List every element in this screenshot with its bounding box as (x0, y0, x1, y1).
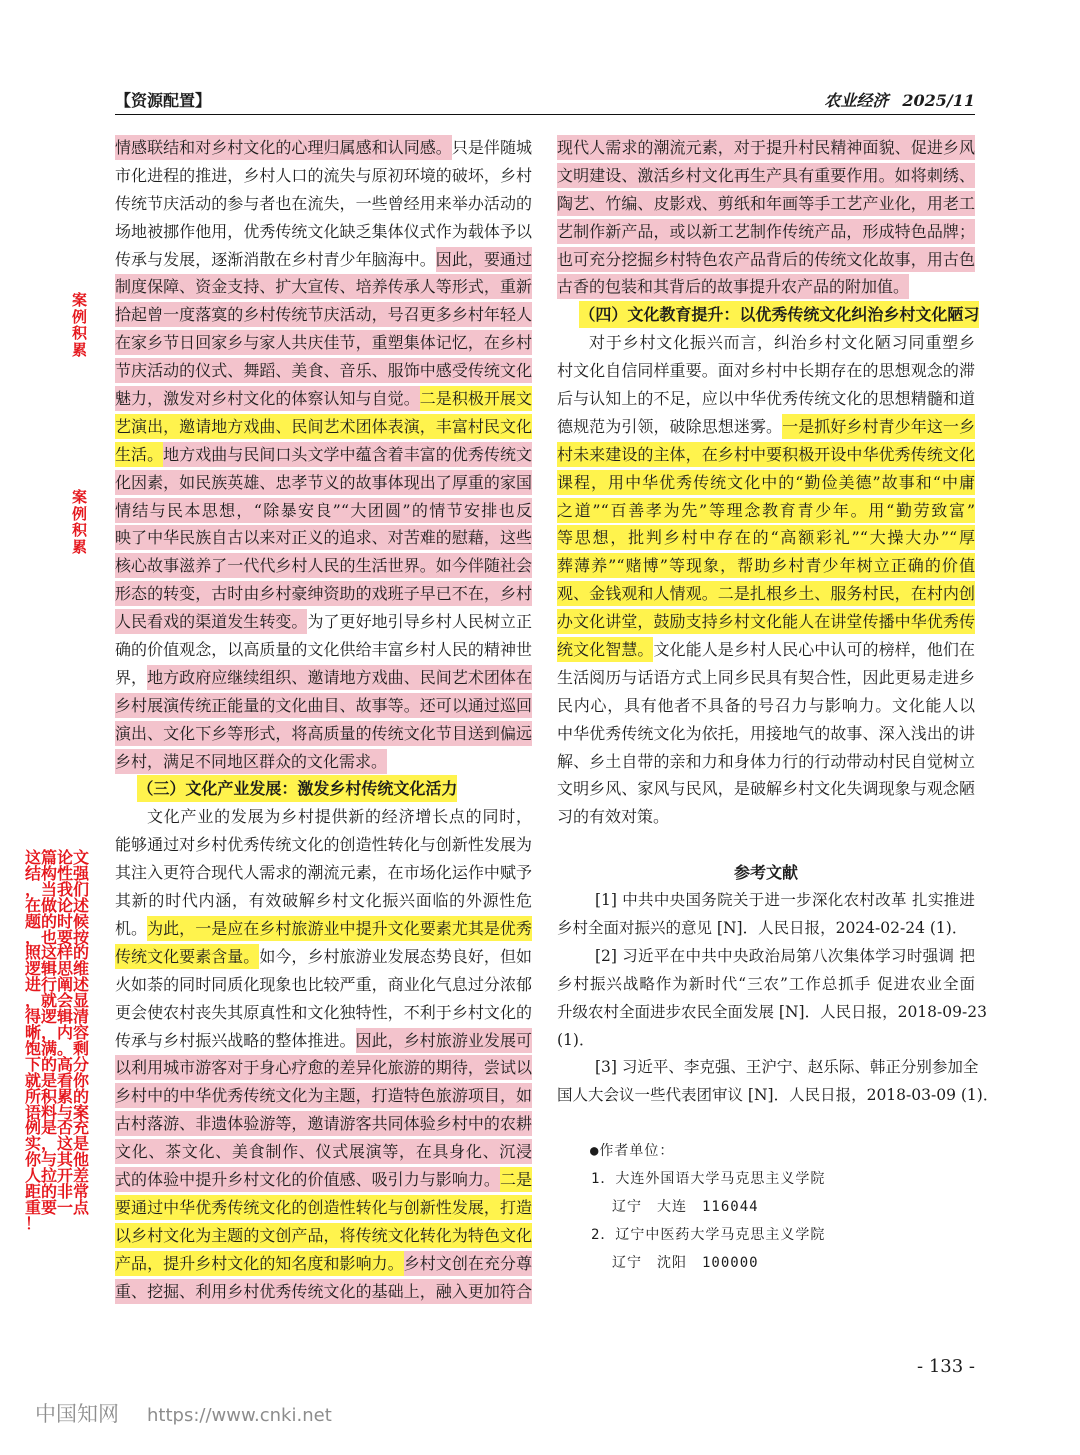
highlighted-text: 人民看戏的渠道发生转变。 (115, 609, 307, 634)
highlighted-text: 情感联结和对乡村文化的心理归属感和认同感。 (115, 135, 452, 160)
highlighted-text: 村未来建设的主体，在乡村中要积极开设中华优秀传统文化 (557, 442, 975, 467)
text-line (115, 971, 532, 999)
text-line (557, 329, 975, 357)
author-affiliation: 2．辽宁中医药大学马克思主义学院 (591, 1226, 826, 1243)
highlighted-text: 生活。 (115, 442, 163, 467)
text-line (115, 580, 532, 608)
reference-line: (1)． (557, 1030, 595, 1049)
text-line (115, 218, 532, 246)
highlighted-text: 核心故事滋养了一代代乡村人民的生活世界。如今伴随社会 (115, 553, 532, 578)
text-line (557, 636, 975, 664)
text-line (115, 246, 532, 274)
text-line (115, 915, 532, 943)
reference-item (557, 943, 987, 1055)
highlighted-text: 艺演出，邀请地方戏曲、民间艺术团体表演，丰富村民文化 (115, 414, 532, 439)
watermark-name: 中国知网 (35, 1402, 119, 1426)
text-line (115, 301, 532, 329)
text-line (557, 413, 975, 441)
text-line (115, 497, 532, 525)
text-run: 如今，乡村旅游业发展态势良好，但如 (259, 946, 532, 966)
highlighted-text: （四）文化教育提升：以优秀传统文化纠治乡村文化陋习 (579, 301, 979, 328)
text-line (115, 1082, 532, 1110)
text-run: 民内心，具有他者不具备的号召力与影响力。文化能人以 (557, 695, 975, 715)
text-run: 传统节庆活动的参与者也在流失，一些曾经用来举办活动的 (115, 193, 532, 213)
text-line (557, 664, 975, 692)
highlighted-text: 在家乡节日回家乡与家人共庆佳节，重塑集体记忆，在乡村 (115, 330, 532, 355)
text-run: 村文化自信同样重要。面对乡村中长期存在的思想观念的滞 (557, 361, 975, 381)
text-run: 能够通过对乡村优秀传统文化的创造性转化与创新性发展为 (115, 835, 532, 855)
text-line (557, 497, 975, 525)
right-column-body (557, 134, 980, 831)
section-heading (115, 775, 532, 803)
highlighted-text: 制度保障、资金支持、扩大宣传、培养传承人等形式，重新 (115, 274, 532, 299)
highlighted-text: 现代人需求的潮流元素，对于提升村民精神面貌、促进乡风 (557, 135, 975, 160)
reference-line: [3] 习近平、李克强、王沪宁、赵乐际、韩正分别参加全 (595, 1058, 979, 1077)
text-line (115, 162, 532, 190)
text-line (115, 552, 532, 580)
text-run: 市化进程的推进，乡村人口的流失与原初环境的破坏，乡村 (115, 165, 532, 185)
author-location: 辽宁 沈阳 100000 (612, 1254, 759, 1271)
text-run: 中华优秀传统文化为依托，用接地气的故事、深入浅出的讲 (557, 723, 975, 743)
text-run: 机。 (115, 918, 148, 938)
highlighted-text: 要通过中华优秀传统文化的创造性转化与创新性发展，打造 (115, 1195, 532, 1220)
text-line (115, 943, 532, 971)
text-line (557, 357, 975, 385)
text-run: 火如荼的同时同质化现象也比较严重，商业化气息过分浓郁 (115, 974, 532, 994)
highlighted-text: 艺制作新产品，或以新工艺制作传统产品，形成特色品牌； (557, 219, 975, 244)
text-line (115, 190, 532, 218)
text-line (115, 134, 532, 162)
text-line (115, 748, 532, 776)
text-line (115, 1278, 532, 1306)
references-title: 参考文献 (733, 863, 798, 883)
text-run: 传承与乡村振兴战略的整体推进。 (115, 1030, 356, 1050)
text-line (115, 720, 532, 748)
highlighted-text: 拾起曾一度落寞的乡村传统节庆活动，号召更多乡村年轻人 (115, 302, 532, 327)
text-line (115, 775, 532, 803)
highlighted-text: 魅力，激发对乡村文化的体察认知与自觉。 (115, 386, 420, 411)
highlighted-text: 葬薄养”“赌博”等现象，帮助乡村青少年树立正确的价值 (557, 553, 975, 578)
reference-line: 乡村振兴战略作为新时代“三农”工作总抓手 促进农业全面 (557, 974, 975, 993)
margin-note-comment: 这篇论文结构性强，当我们在做论述题的时候，也要按照这样的逻辑思维进行阐述，就会显得逻辑清晰，内容饱满。剩下的高分就是看你所积累的语料与案例是否充实，这是你与其他人拉开差距的非常重要一点！ (25, 848, 90, 1233)
text-line (115, 1138, 532, 1166)
highlighted-text: 二是积极开展文 (420, 386, 532, 411)
highlighted-text: 乡村文创在充分尊 (404, 1251, 532, 1276)
text-line (115, 413, 532, 441)
text-line (557, 246, 975, 274)
author-affiliation: 1．大连外国语大学马克思主义学院 (591, 1170, 826, 1187)
margin-note-tag: 案例积累 (72, 488, 88, 556)
text-line (115, 664, 532, 692)
highlighted-text: 地方政府应继续组织、邀请地方戏曲、民间艺术团体在 (147, 665, 532, 690)
text-line (115, 1222, 532, 1250)
reference-item (557, 1054, 999, 1110)
reference-item (557, 887, 975, 943)
highlighted-text: 形态的转变，古时由乡村豪绅资助的戏班子早已不在，乡村 (115, 581, 532, 606)
text-line (115, 273, 532, 301)
references-list (557, 887, 999, 1110)
text-run: 界， (115, 667, 148, 687)
highlighted-text: 情结与民本思想，“除暴安良”“大团圆”的情节安排也反 (115, 498, 532, 523)
text-line (557, 692, 975, 720)
text-line (557, 134, 975, 162)
text-run: 文化能人是乡村人民心中认可的榜样，他们在 (653, 640, 975, 660)
text-line (115, 524, 532, 552)
text-run: 更会使农村丧失其原真性和文化独特性，不利于乡村文化的 (115, 1002, 532, 1022)
text-line (557, 720, 975, 748)
highlighted-text: 以利用城市游客对于身心疗愈的差异化旅游的期待，尝试以 (115, 1055, 532, 1080)
highlighted-text: 重、挖掘、利用乡村优秀传统文化的基础上，融入更加符合 (115, 1279, 532, 1304)
text-line (115, 636, 532, 664)
text-run: 对于乡村文化振兴而言，纠治乡村文化陋习同重塑乡 (589, 333, 975, 353)
journal-name: 农业经济 (824, 91, 889, 110)
issue-number: 2025/11 (902, 91, 975, 110)
text-run: 文明乡风、家风与民风，是破解乡村文化失调现象与观念陋 (557, 779, 975, 799)
section-heading (557, 301, 980, 329)
text-run: 解、乡土自带的亲和力和身体力行的行动带动村民自觉树立 (557, 751, 975, 771)
highlighted-text: 以乡村文化为主题的文创产品，将传统文化转化为特色文化 (115, 1223, 532, 1248)
highlighted-text: 一是抓好乡村青少年这一乡 (782, 414, 975, 439)
paragraph (115, 803, 532, 1305)
highlighted-text: 乡村中的中华优秀传统文化为主题，打造特色旅游项目，如 (115, 1083, 532, 1108)
text-run: 文化产业的发展为乡村提供新的经济增长点的同时， (147, 807, 532, 827)
paragraph (557, 134, 975, 301)
highlighted-text: 文明建设、激活乡村文化再生产具有重要作用。如将刺绣、 (557, 163, 975, 188)
author-location: 辽宁 大连 116044 (612, 1198, 759, 1215)
text-line (115, 1250, 532, 1278)
highlighted-text: 文化、茶文化、美食制作、仪式展演等，在具身化、沉浸 (115, 1139, 532, 1164)
text-run: 只是伴随城 (451, 138, 532, 157)
journal-issue (824, 90, 975, 112)
source-watermark (35, 1398, 332, 1428)
highlighted-text: 乡村，满足不同地区群众的文化需求。 (115, 749, 387, 774)
text-run: 传承与发展，逐渐消散在乡村青少年脑海中。 (115, 249, 436, 269)
text-run: 场地被挪作他用，优秀传统文化缺乏集体仪式作为载体予以 (115, 221, 532, 241)
text-line (115, 1166, 532, 1194)
text-line (115, 999, 532, 1027)
text-run: 其注入更符合现代人需求的潮流元素，在市场化运作中赋予 (115, 863, 532, 883)
text-line (115, 692, 532, 720)
text-run: 德规范为引领，破除思想迷雾。 (557, 416, 783, 436)
text-line (557, 748, 975, 776)
highlighted-text: 古村落游、非遗体验游等，邀请游客共同体验乡村中的农耕 (115, 1111, 532, 1136)
text-line (115, 1027, 532, 1055)
text-line (115, 1054, 532, 1082)
author-units (557, 1138, 975, 1277)
text-line (115, 385, 532, 413)
highlighted-text: 传统文化要素含量。 (115, 944, 259, 969)
highlighted-text: 二是 (500, 1167, 532, 1192)
text-line (557, 190, 975, 218)
highlighted-text: 演出、文化下乡等形式，将高质量的传统文化节目送到偏远 (115, 721, 532, 746)
reference-line: 乡村全面对振兴的意见 [N]．人民日报，2024-02-24 (1)． (557, 918, 968, 937)
text-line (557, 775, 975, 803)
text-run: 为了更好地引导乡村人民树立正 (307, 612, 532, 632)
highlighted-text: 节庆活动的仪式、舞蹈、美食、音乐、服饰中感受传统文化 (115, 358, 532, 383)
text-line (557, 469, 975, 497)
highlighted-text: 课程，用中华优秀传统文化中的“勤俭美德”故事和“中庸 (557, 470, 975, 495)
text-line (557, 385, 975, 413)
highlighted-text: 之道”“百善孝为先”等理念教育青少年。用“勤劳致富” (557, 498, 975, 523)
paragraph (115, 134, 532, 775)
highlighted-text: 统文化智慧。 (557, 637, 653, 662)
text-line (557, 580, 975, 608)
text-line (557, 803, 975, 831)
highlighted-text: 因此，乡村旅游业发展可 (356, 1028, 532, 1053)
highlighted-text: 古香的包装和其背后的故事提升农产品的附加值。 (557, 274, 909, 299)
highlighted-text: 因此，要通过 (436, 247, 532, 272)
text-line (115, 469, 532, 497)
highlighted-text: 产品，提升乡村文化的知名度和影响力。 (115, 1251, 404, 1276)
highlighted-text: 化因素，如民族英雄、忠孝节义的故事体现出了厚重的家国 (115, 470, 532, 495)
author-units-title: ●作者单位： (590, 1143, 675, 1160)
right-column (557, 134, 999, 1278)
text-run: 生活阅历与话语方式上同乡民具有契合性，因此更易走进乡 (557, 667, 975, 687)
highlighted-text: （三）文化产业发展：激发乡村传统文化活力 (137, 775, 457, 802)
text-run: 确的价值观念，以高质量的文化供给丰富乡村人民的精神世 (115, 640, 532, 660)
text-line (115, 608, 532, 636)
text-line (115, 803, 532, 831)
highlighted-text: 观、金钱观和人情观。二是扎根乡土、服务村民，在村内创 (557, 581, 975, 606)
reference-line: [1] 中共中央国务院关于进一步深化农村改革 扎实推进 (595, 891, 975, 910)
text-line (115, 859, 532, 887)
reference-line: [2] 习近平在中共中央政治局第八次集体学习时强调 把 (595, 946, 975, 965)
text-line (557, 552, 975, 580)
reference-line: 升级农村全面进步农民全面发展 [N]．人民日报，2018-09-23 (557, 1002, 987, 1021)
left-column (115, 134, 532, 1305)
text-line (557, 524, 975, 552)
text-line (557, 273, 975, 301)
text-line (115, 1194, 532, 1222)
highlighted-text: 地方戏曲与民间口头文学中蕴含着丰富的优秀传统文 (163, 442, 532, 467)
margin-note-tag: 案例积累 (72, 291, 88, 359)
highlighted-text: 办文化讲堂，鼓励支持乡村文化能人在讲堂传播中华优秀传 (557, 609, 975, 634)
highlighted-text: 式的体验中提升乡村文化的价值感、吸引力与影响力。 (115, 1167, 500, 1192)
highlighted-text: 映了中华民族自古以来对正义的追求、对苦难的慰藉，这些 (115, 525, 532, 550)
highlighted-text: 陶艺、竹编、皮影戏、剪纸和年画等手工艺产业化，用老工 (557, 191, 975, 216)
text-line (115, 887, 532, 915)
text-line (115, 441, 532, 469)
highlighted-text: 为此，一是应在乡村旅游业中提升文化要素尤其是优秀 (147, 916, 532, 941)
references (557, 859, 999, 1110)
text-line (115, 1110, 532, 1138)
text-run: 习的有效对策。 (557, 807, 670, 827)
text-line (557, 441, 975, 469)
reference-line: 国人大会议一些代表团审议 [N]．人民日报，2018-03-09 (1)． (557, 1086, 999, 1105)
highlighted-text: 乡村展演传统正能量的文化曲目、故事等。还可以通过巡回 (115, 693, 532, 718)
watermark-url: https://www.cnki.net (147, 1405, 332, 1426)
page-number: - 133 - (917, 1356, 975, 1377)
paragraph (557, 329, 975, 831)
highlighted-text: 等思想，批判乡村中存在的“高额彩礼”“大操大办”“厚 (557, 525, 975, 550)
text-line (557, 608, 975, 636)
text-line (115, 357, 532, 385)
text-line (557, 162, 975, 190)
section-label: 【资源配置】 (115, 91, 212, 110)
text-line (557, 301, 980, 329)
text-line (115, 831, 532, 859)
text-line (557, 218, 975, 246)
text-run: 其新的时代内涵，有效破解乡村文化振兴面临的外源性危 (115, 891, 532, 911)
highlighted-text: 也可充分挖掘乡村特色农产品背后的传统文化故事，用古色 (557, 247, 975, 272)
text-run: 后与认知上的不足，应以中华优秀传统文化的思想精髓和道 (557, 389, 975, 409)
running-header (115, 88, 975, 115)
text-line (115, 329, 532, 357)
